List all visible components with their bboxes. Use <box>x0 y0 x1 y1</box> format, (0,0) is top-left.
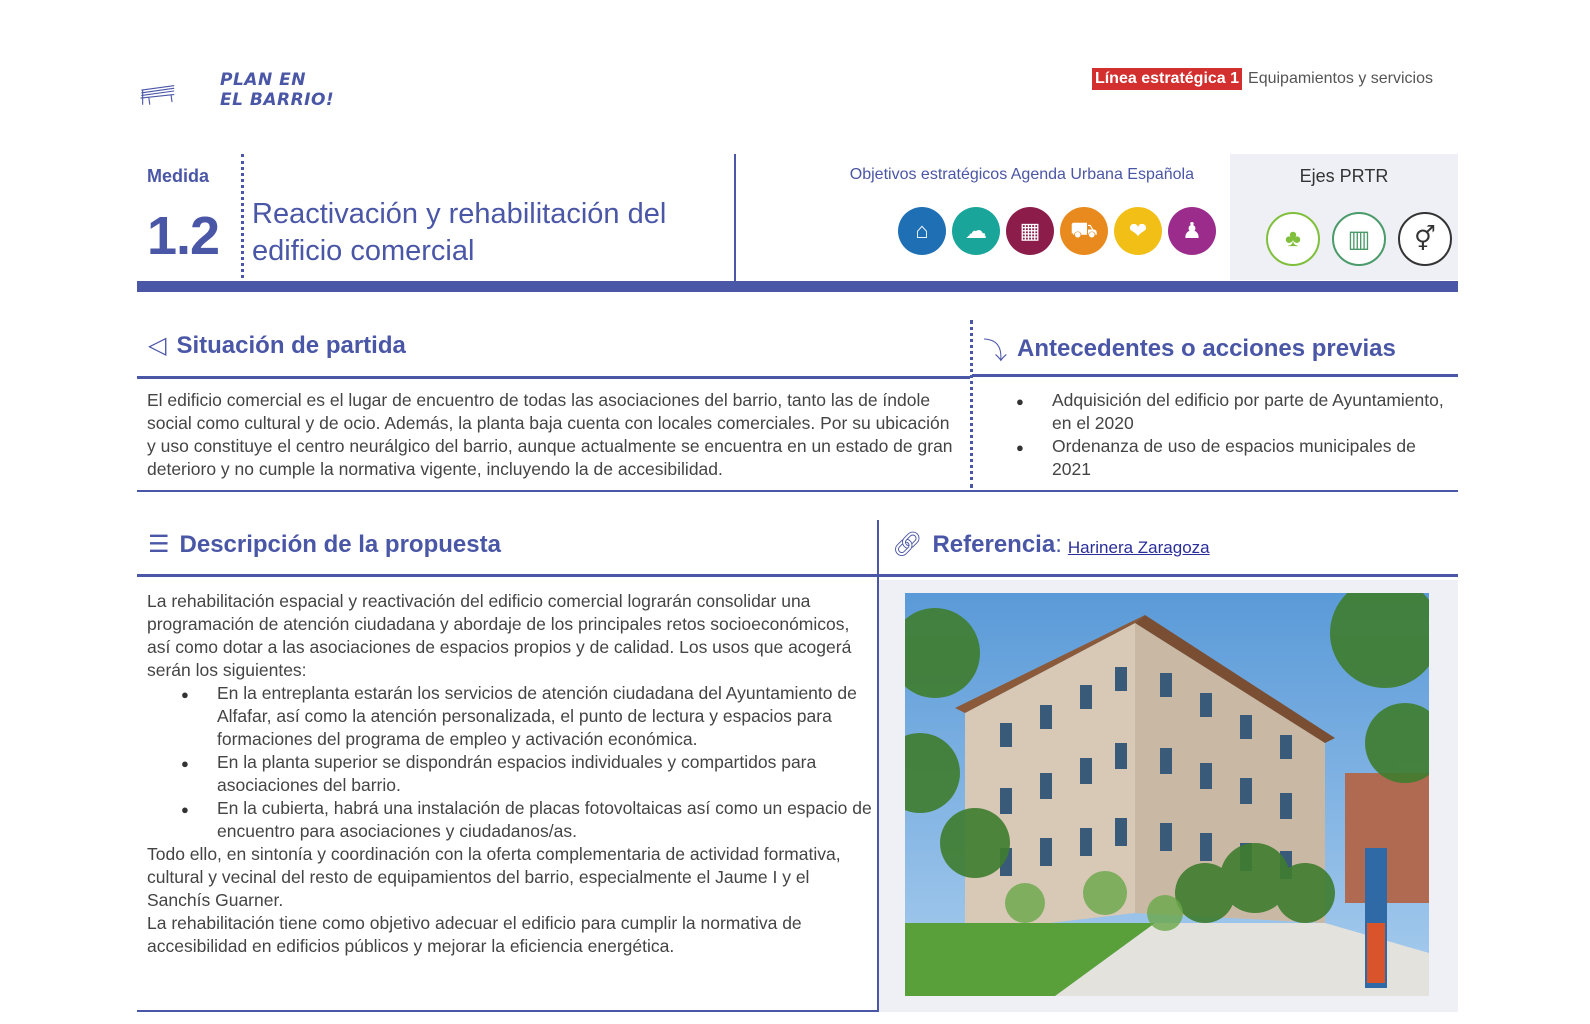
list-item: ● Adquisición del edificio por parte de Ayuntamiento, en el 2020 <box>988 389 1448 435</box>
housing-icon: ⌂ <box>898 207 946 255</box>
city-icon: ▥ <box>1332 212 1386 266</box>
list-item: ● En la planta superior se dispondrán espacios individuales y compartidos para asociaciones del barrio. <box>217 751 872 797</box>
referencia-link[interactable]: Harinera Zaragoza <box>1067 537 1210 557</box>
dotted-divider-2 <box>970 320 973 488</box>
linea-estrategica <box>1092 68 1433 90</box>
list-item: ● En la cubierta, habrá una instalación de placas fotovoltaicas así como un espacio de encuentro para asociaciones y ciudadanos/as. <box>217 797 872 843</box>
antecedentes-title: Antecedentes o acciones previas <box>1017 334 1396 362</box>
mobility-icon: ⛟ <box>1060 207 1108 255</box>
referencia-colon: : <box>1055 530 1062 558</box>
flag-icon: ◁ <box>148 332 167 359</box>
ejes-label: Ejes PRTR <box>1299 166 1389 186</box>
list-item: ● Ordenanza de uso de espacios municipales de 2021 <box>988 435 1448 481</box>
linea-badge: Línea estratégica 1 <box>1092 68 1242 90</box>
list-item: ● En la entreplanta estarán los servicios de atención ciudadana del Ayuntamiento de Alfafar, así como la atención personalizada, el punto de lectura y espacios para formaciones del programa de empleo y activación económica. <box>217 682 872 751</box>
descripcion-bottom-line <box>137 1010 878 1012</box>
linea-text: Equipamientos y servicios <box>1248 70 1433 87</box>
medida-label: Medida <box>147 166 210 186</box>
referencia-title: Referencia <box>932 530 1056 558</box>
medida-number: 1.2 <box>147 206 220 266</box>
referencia-heading <box>892 530 1210 559</box>
descripcion-body <box>147 590 872 958</box>
tree-icon: ♣ <box>1266 212 1320 266</box>
header-bar <box>137 281 1458 292</box>
people-icon: ♟ <box>1168 207 1216 255</box>
climate-icon: ☁ <box>952 207 1000 255</box>
reference-building-photo <box>905 593 1429 996</box>
medida-title: Reactivación y rehabilitación del edificio comercial <box>252 198 667 267</box>
situacion-heading <box>148 331 406 360</box>
logo-text: PLAN EN EL BARRIO! <box>220 70 335 110</box>
descripcion-top-line <box>137 574 1458 577</box>
situacion-bottom-line <box>137 490 1458 492</box>
list-check-icon: ☰ <box>148 531 170 558</box>
descripcion-outro-2: La rehabilitación tiene como objetivo adecuar el edificio para cumplir la normativa de accesibilidad en edificios públicos y mejorar la eficiencia energética. <box>147 913 802 956</box>
ejes-icons <box>1266 212 1452 266</box>
situacion-top-line <box>137 376 970 379</box>
antecedentes-heading <box>983 331 1396 366</box>
social-cohesion-icon: ❤ <box>1114 207 1162 255</box>
arrow-turn-icon: ⤵ <box>983 338 1007 365</box>
objetivos-icons <box>898 207 1216 255</box>
situacion-text: El edificio comercial es el lugar de encuentro de todas las asociaciones del barrio, tanto las de índole social como cultural y de ocio. Además, la planta baja cuenta con locales comerciales. Por su ubicación y uso constituye el centro neurálgico del barrio, aunque actualmente se encuentra en un estado de gran deterioro y no cumple la normativa vigente, incluyendo la de accesibilidad. <box>147 390 953 479</box>
antecedentes-top-line <box>972 374 1458 377</box>
link-icon: 🔗︎ <box>892 531 923 558</box>
objetivos-label: Objetivos estratégicos Agenda Urbana Española <box>849 166 1194 183</box>
situacion-title: Situación de partida <box>176 331 406 359</box>
antecedentes-list <box>988 389 1448 481</box>
gender-icon: ⚥ <box>1398 212 1452 266</box>
economy-chart-icon: ▦ <box>1006 207 1054 255</box>
descripcion-outro-1: Todo ello, en sintonía y coordinación con la oferta complementaria de actividad formativa, cultural y vecinal del resto de equipamientos del barrio, especialmente el Jaume I y el Sanchís Guarner. <box>147 844 841 910</box>
dotted-divider <box>241 154 244 278</box>
header-divider <box>734 154 736 282</box>
descripcion-title: Descripción de la propuesta <box>179 530 501 558</box>
descripcion-intro: La rehabilitación espacial y reactivación del edificio comercial lograrán consolidar una programación de atención ciudadana y abordaje de los principales retos socioeconómicos, así como dotar a las asociaciones de espacios propios y de calidad. Los usos que acogerá serán los siguientes: <box>147 591 852 680</box>
bench-logo-icon <box>140 70 220 120</box>
descripcion-heading <box>148 530 501 559</box>
